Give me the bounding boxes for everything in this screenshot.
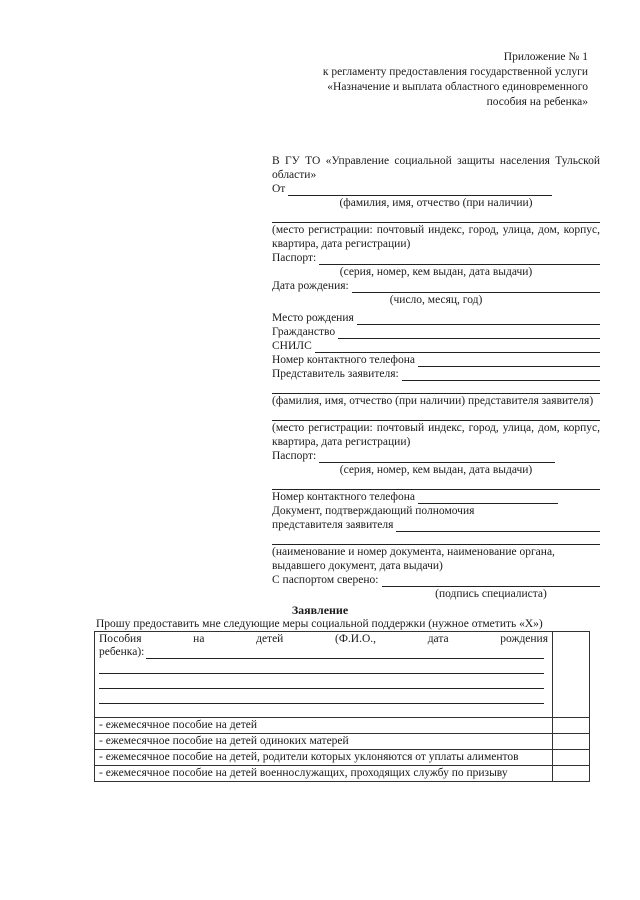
snils-label: СНИЛС (272, 340, 312, 352)
children-benefit-cell (95, 632, 553, 718)
addressee-to: В ГУ ТО «Управление социальной защиты населения Тульской области» (272, 155, 600, 181)
authority-document-label-2: представителя заявителя (272, 519, 394, 531)
statement-title: Заявление (291, 603, 349, 617)
registration-field[interactable] (272, 210, 600, 223)
child-info-line[interactable] (99, 689, 544, 704)
verified-row (272, 573, 600, 587)
representative-passport-extra-field[interactable] (272, 477, 600, 490)
passport-caption: (серия, номер, кем выдан, дата выдачи) (339, 266, 533, 278)
children-benefit-label: Пособия на детей (Ф.И.О., дата рождения (99, 633, 548, 645)
addressee-block (272, 154, 600, 601)
representative-row (272, 367, 600, 381)
representative-passport-field[interactable] (319, 451, 555, 463)
authority-document-caption: (наименование и номер документа, наименование органа, выдавшего документ, дата выдачи) (272, 546, 555, 572)
birthdate-field[interactable] (352, 281, 600, 293)
option-alimony: - ежемесячное пособие на детей, родители которых уклоняются от уплаты алиментов (95, 750, 553, 766)
signature-field[interactable] (382, 575, 601, 587)
child-info-row (99, 646, 548, 659)
fio-caption: (фамилия, имя, отчество (при наличии) (339, 197, 533, 209)
option-single-mothers: - ежемесячное пособие на детей одиноких матерей (95, 734, 553, 750)
representative-fio-caption: (фамилия, имя, отчество (при наличии) представителя заявителя) (272, 395, 594, 407)
phone-field[interactable] (418, 355, 600, 367)
checkbox-cell[interactable] (553, 632, 590, 718)
from-row (272, 182, 600, 196)
phone-row (272, 353, 600, 367)
representative-phone-label: Номер контактного телефона (272, 491, 416, 503)
birthplace-row (272, 311, 600, 325)
representative-fio-field[interactable] (272, 381, 600, 394)
authority-document-extra-field[interactable] (272, 532, 600, 545)
from-field[interactable] (288, 184, 552, 196)
phone-label: Номер контактного телефона (272, 354, 416, 366)
snils-field[interactable] (315, 341, 600, 353)
statement-request: Прошу предоставить мне следующие меры социальной поддержки (нужное отметить «Х») (96, 618, 543, 630)
authority-document-label: Документ, подтверждающий полномочия (272, 505, 475, 517)
table-row (95, 718, 590, 734)
authority-document-row (272, 518, 600, 532)
passport-label: Паспорт: (272, 252, 317, 264)
birthplace-label: Место рождения (272, 312, 354, 324)
signature-caption: (подпись специалиста) (435, 588, 547, 600)
birthplace-field[interactable] (357, 313, 600, 325)
representative-registration-caption: (место регистрации: почтовый индекс, город, улица, дом, корпус, квартира, дата регистрации) (272, 422, 600, 448)
table-row (95, 750, 590, 766)
child-info-line[interactable] (99, 659, 544, 674)
table-row (95, 632, 590, 718)
appendix-number: Приложение № 1 (503, 51, 588, 63)
passport-field[interactable] (319, 253, 600, 265)
table-row (95, 766, 590, 782)
representative-label: Представитель заявителя: (272, 368, 399, 380)
appendix-line: «Назначение и выплата областного единовременного (327, 81, 588, 93)
snils-row (272, 339, 600, 353)
birthdate-caption: (число, месяц, год) (389, 294, 483, 306)
appendix-header (288, 50, 588, 110)
option-monthly-benefit: - ежемесячное пособие на детей (95, 718, 553, 734)
birthdate-label: Дата рождения: (272, 280, 349, 292)
option-military: - ежемесячное пособие на детей военнослужащих, проходящих службу по призыву (95, 766, 553, 782)
representative-passport-caption: (серия, номер, кем выдан, дата выдачи) (339, 464, 533, 476)
registration-caption: (место регистрации: почтовый индекс, город, улица, дом, корпус, квартира, дата регистрации) (272, 224, 600, 250)
birthdate-row (272, 279, 600, 293)
citizenship-row (272, 325, 600, 339)
authority-document-field[interactable] (396, 520, 600, 532)
representative-passport-row (272, 449, 600, 463)
checkbox-cell[interactable] (553, 750, 590, 766)
verified-label: С паспортом сверено: (272, 574, 379, 586)
representative-phone-row (272, 490, 600, 504)
passport-row (272, 251, 600, 265)
from-label: От (272, 183, 286, 195)
representative-field[interactable] (402, 369, 600, 381)
representative-phone-field[interactable] (418, 492, 558, 504)
citizenship-label: Гражданство (272, 326, 336, 338)
support-measures-table (94, 631, 590, 782)
appendix-line: к регламенту предоставления государственной услуги (322, 66, 588, 78)
checkbox-cell[interactable] (553, 718, 590, 734)
child-info-field[interactable] (146, 647, 544, 659)
checkbox-cell[interactable] (553, 734, 590, 750)
table-row (95, 734, 590, 750)
representative-registration-field[interactable] (272, 408, 600, 421)
appendix-line: пособия на ребенка» (486, 96, 588, 108)
child-info-line[interactable] (99, 674, 544, 689)
child-info-label: ребенка): (99, 646, 145, 658)
citizenship-field[interactable] (338, 327, 600, 339)
checkbox-cell[interactable] (553, 766, 590, 782)
representative-passport-label: Паспорт: (272, 450, 317, 462)
